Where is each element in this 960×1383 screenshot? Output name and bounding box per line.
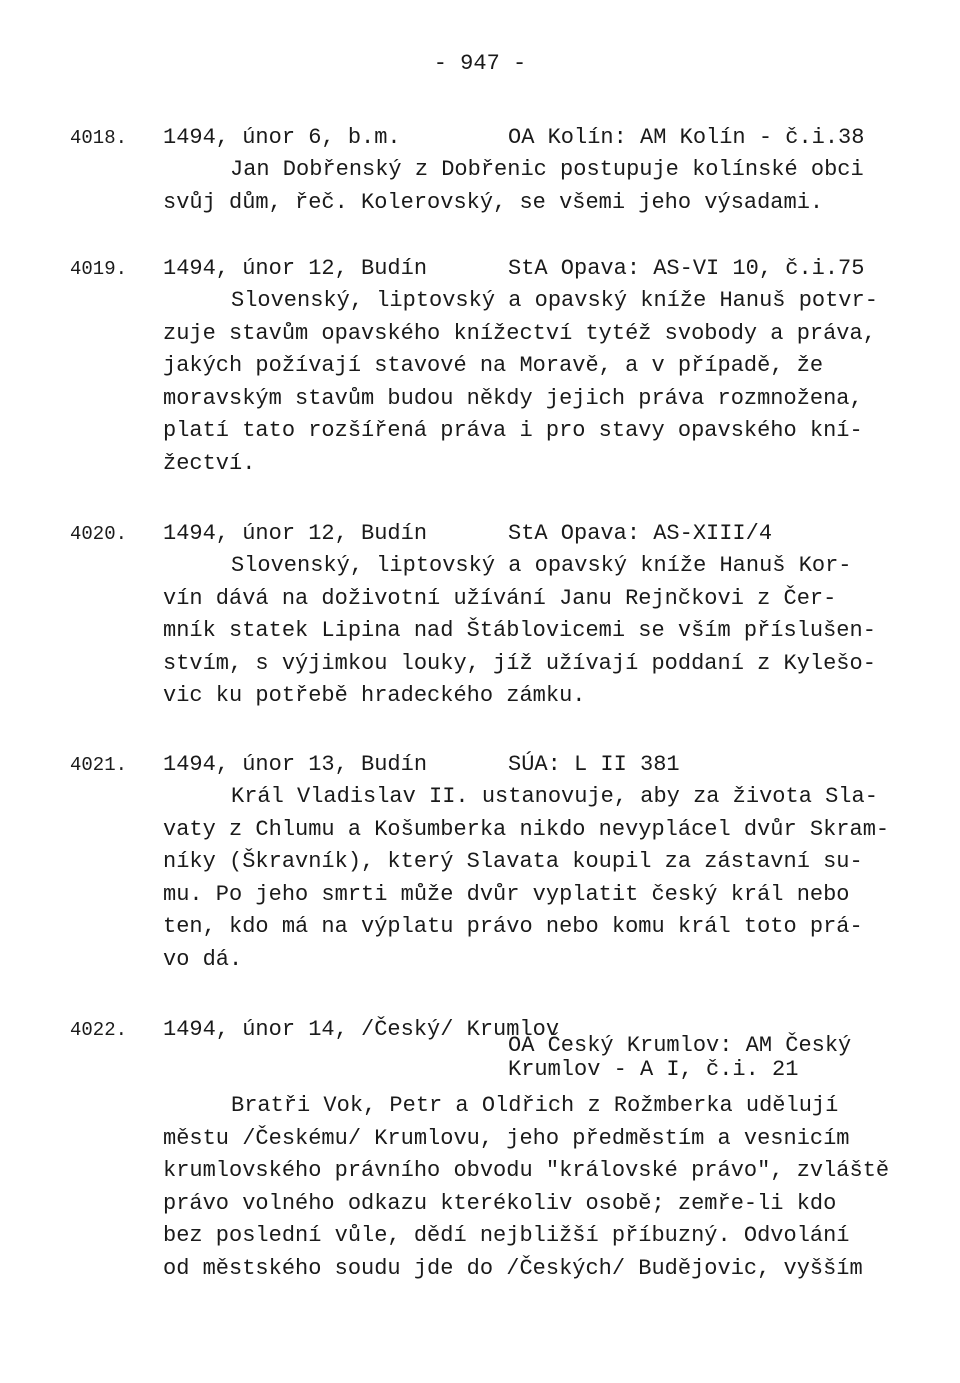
entry-archive: SÚA: L II 381: [508, 752, 680, 777]
text-line: stvím, s výjimkou louky, jíž užívají poddaní z Kylešo-: [163, 650, 876, 676]
text-line: Jan Dobřenský z Dobřenic postupuje kolínské obci: [230, 157, 864, 182]
page-number: - 947 -: [433, 51, 527, 76]
text-line: vic ku potřebě hradeckého zámku.: [163, 683, 586, 708]
entry-number: 4018.: [70, 127, 128, 149]
text-line: Bratři Vok, Petr a Oldřich z Rožmberka udělují: [231, 1093, 839, 1118]
text-line: moravským stavům budou někdy jejich práva rozmnožena,: [163, 385, 863, 411]
text-line: Slovenský, liptovský a opavský kníže Hanuš potvr-: [231, 288, 878, 313]
entry-archive: StA Opava: AS-XIII/4: [508, 521, 773, 546]
entry-number: 4019.: [70, 258, 128, 280]
text-line: žectví.: [163, 450, 256, 476]
text-line: svůj dům, řeč. Kolerovský, se všemi jeho výsadami.: [163, 189, 824, 215]
entry-date: 1494, únor 12, Budín: [163, 256, 428, 281]
text-line: bez poslední vůle, dědí nejbližší příbuzný. Odvolání: [163, 1223, 850, 1248]
entry-archive: [508, 1034, 851, 1082]
entry-text: [163, 285, 903, 480]
entry-number: 4020.: [70, 523, 128, 545]
text-line: mu. Po jeho smrti může dvůr vyplatit český král nebo: [163, 881, 850, 907]
text-line: ten, kdo má na výplatu právo nebo komu král toto prá-: [163, 914, 863, 939]
text-line: od městského soudu jde do /Českých/ Budějovic, vyšším: [163, 1255, 863, 1281]
entry-number: 4021.: [70, 754, 128, 776]
text-line: jakých požívají stavové na Moravě, a v případě, že: [163, 353, 824, 378]
entry-date: 1494, únor 14, /Český/ Krumlov: [163, 1017, 560, 1042]
entry-date: 1494, únor 12, Budín: [163, 521, 428, 546]
entry-archive: StA Opava: AS-VI 10, č.i.75: [508, 256, 865, 281]
archive-line: OA Český Krumlov: AM Český: [508, 1033, 852, 1058]
text-line: vín dává na doživotní užívání Janu Rejnčkovi z Čer-: [163, 585, 837, 611]
text-line: vo dá.: [163, 946, 243, 972]
entry-date: 1494, únor 13, Budín: [163, 752, 428, 777]
entry-text: [163, 1090, 903, 1285]
text-line: platí tato rozšířená práva i pro stavy opavského kní-: [163, 418, 863, 443]
entry-text: [163, 550, 903, 713]
entry-text: [163, 154, 960, 219]
entry-date: 1494, únor 6, b.m.: [163, 125, 401, 150]
text-line: mník statek Lipina nad Štáblovicemi se vším příslušen-: [163, 618, 876, 643]
text-line: zuje stavům opavského knížectví tytéž svobody a práva,: [163, 320, 876, 346]
text-line: krumlovského právního obvodu "královské právo", zvláště: [163, 1158, 890, 1183]
entry-archive: OA Kolín: AM Kolín - č.i.38: [508, 125, 865, 150]
text-line: Slovenský, liptovský a opavský kníže Hanuš Kor-: [231, 553, 852, 578]
text-line: níky (Škravník), který Slavata koupil za zástavní su-: [163, 849, 863, 874]
text-line: právo volného odkazu kterékoliv osobě; zemře-li kdo: [163, 1190, 837, 1216]
text-line: městu /Českému/ Krumlovu, jeho předměstím a vesnicím: [163, 1125, 850, 1151]
archive-line: Krumlov - A I, č.i. 21: [508, 1057, 799, 1082]
entry-text: [163, 781, 903, 976]
text-line: vaty z Chlumu a Košumberka nikdo nevyplácel dvůr Skram-: [163, 816, 890, 842]
text-line: Král Vladislav II. ustanovuje, aby za života Sla-: [231, 784, 878, 809]
entry-number: 4022.: [70, 1019, 128, 1041]
